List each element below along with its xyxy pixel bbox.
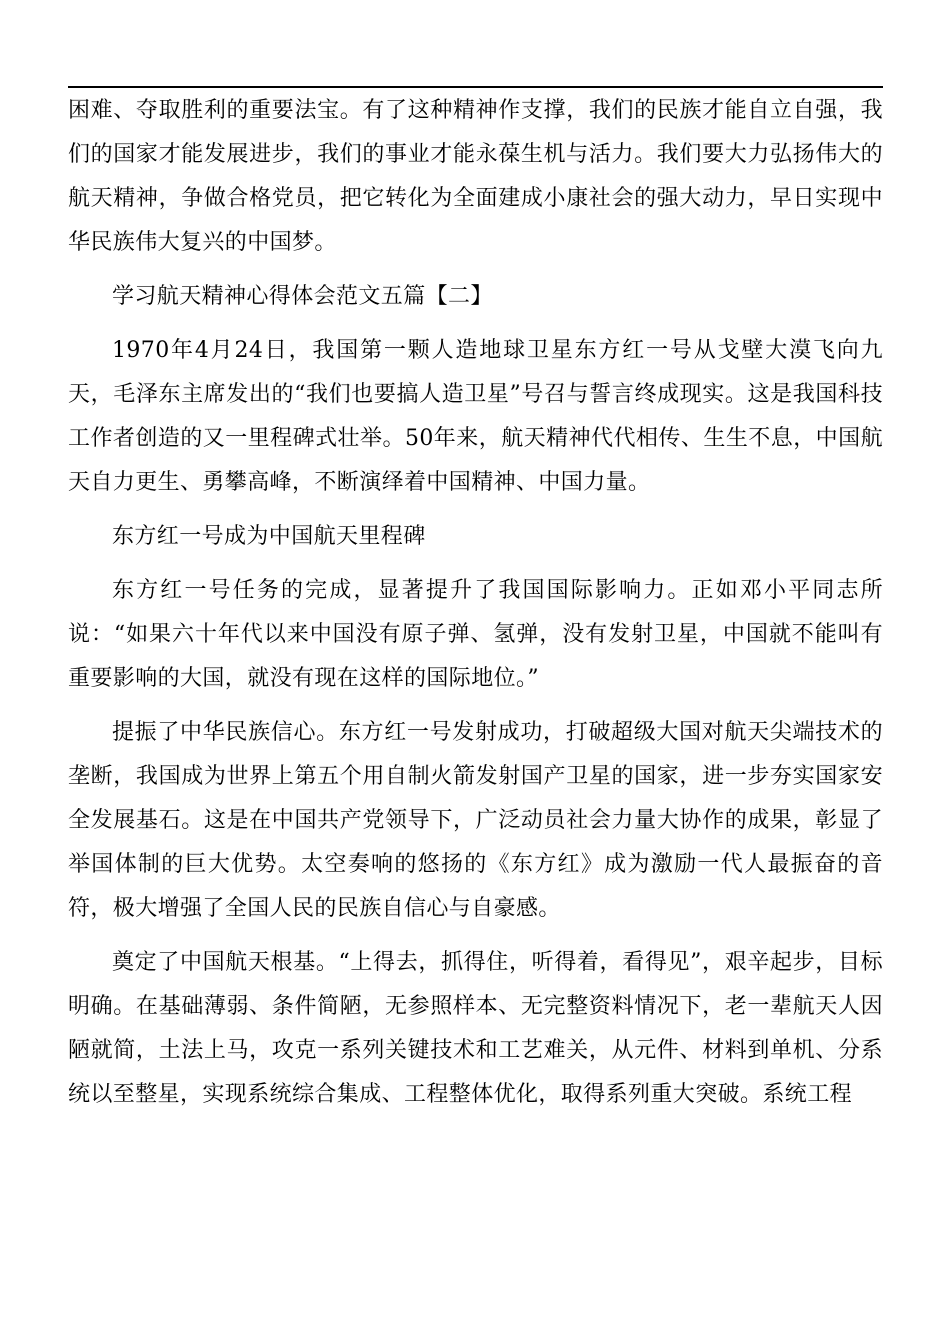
paragraph-foundation: 奠定了中国航天根基。“上得去，抓得住，听得着，看得见”，艰辛起步，目标明确。在基础薄弱、条件简陋，无参照样本、无完整资料情况下，老一辈航天人因陋就简，土法上马，攻克一系列关键技术和工艺难关，从元件、材料到单机、分系统以至整星，实现系统综合集成、工程整体优化，取得系列重大突破。系统工程 — [68, 950, 883, 1107]
paragraph-continuation: 困难、夺取胜利的重要法宝。有了这种精神作支撑，我们的民族才能自立自强，我们的国家才能发展进步，我们的事业才能永葆生机与活力。我们要大力弘扬伟大的航天精神，争做合格党员，把它转化为全面建成小康社会的强大动力，早日实现中华民族伟大复兴的中国梦。 — [68, 98, 883, 255]
paragraph-confidence: 提振了中华民族信心。东方红一号发射成功，打破超级大国对航天尖端技术的垄断，我国成为世界上第五个用自制火箭发射国产卫星的国家，进一步夯实国家安全发展基石。这是在中国共产党领导下，广泛动员社会力量大协作的成果，彰显了举国体制的巨大优势。太空奏响的悠扬的《东方红》成为激励一代人最振奋的音符，极大增强了全国人民的民族自信心与自豪感。 — [68, 720, 883, 921]
document-page — [68, 0, 883, 1344]
document-body — [68, 89, 883, 1127]
section-heading: 学习航天精神心得体会范文五篇【二】 — [112, 284, 493, 309]
header-rule — [68, 86, 883, 88]
paragraph-launch: 1970年4月24日，我国第一颗人造地球卫星东方红一号从戈壁大漠飞向九天，毛泽东主席发出的“我们也要搞人造卫星”号召与誓言终成现实。这是我国科技工作者创造的又一里程碑式壮举。50年来，航天精神代代相传、生生不息，中国航天自力更生、勇攀高峰，不断演绎着中国精神、中国力量。 — [68, 338, 883, 495]
paragraph-influence: 东方红一号任务的完成，显著提升了我国国际影响力。正如邓小平同志所说：“如果六十年代以来中国没有原子弹、氢弹，没有发射卫星，中国就不能叫有重要影响的大国，就没有现在这样的国际地位。” — [68, 578, 883, 691]
subheading-milestone: 东方红一号成为中国航天里程碑 — [112, 524, 426, 549]
